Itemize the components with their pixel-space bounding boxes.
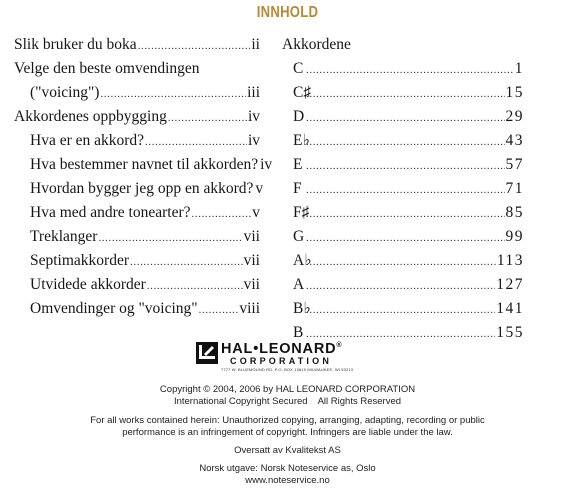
chord-entry: E ..... 57 — [293, 155, 524, 176]
toc-entry: ("voicing") ..... iii — [30, 83, 260, 104]
chord-entry: A♭ ..... 113 — [293, 251, 524, 272]
chord-entry: B♭ ..... 141 — [293, 299, 524, 320]
toc-entry: Utvidede akkorder ..... vii — [30, 275, 260, 296]
translator-line: Oversatt av Kvalitekst AS — [234, 445, 341, 456]
edition-line: Norsk utgave: Norsk Noteservice as, Oslo — [199, 463, 376, 474]
chord-entry: E♭ ..... 43 — [293, 131, 524, 152]
notice-line-1: For all works contained herein: Unauthorized copying, arranging, adapting, recording or public — [90, 415, 485, 426]
toc-entry: Slik bruker du boka ..... ii — [14, 35, 260, 56]
chord-entry: C ..... 1 — [293, 59, 524, 80]
website-link[interactable]: www.noteservice.no — [245, 475, 330, 486]
registered-mark: ® — [336, 342, 343, 350]
logo-name: HAL•LEONARD — [221, 341, 337, 357]
notice-line-2: performance is an infringement of copyright. Infringers are liable under the law. — [122, 427, 453, 438]
publisher-logo — [196, 342, 386, 376]
chord-entry: A ..... 127 — [293, 275, 524, 296]
toc-entry: Treklanger ..... vii — [30, 227, 260, 248]
toc-entry: Omvendinger og "voicing" ..... viii — [30, 299, 260, 320]
chord-entry: F ..... 71 — [293, 179, 524, 200]
toc-entry: Velge den beste omvendingen — [14, 60, 200, 77]
toc-entry: Hva er en akkord? ..... iv — [30, 131, 260, 152]
toc-entry: Hva bestemmer navnet til akkorden? iv — [30, 156, 273, 173]
chord-entry: G ..... 99 — [293, 227, 524, 248]
toc-entry: Hvordan bygger jeg opp en akkord? v — [30, 180, 264, 197]
copyright-line: Copyright © 2004, 2006 by HAL LEONARD CORPORATION — [159, 384, 416, 395]
toc-entry: Akkordenes oppbygging ..... iv — [14, 107, 260, 128]
chord-entry: B ..... 155 — [293, 323, 524, 344]
toc-entry: Hva med andre tonearter? ..... v — [30, 203, 260, 224]
logo-address: 7777 W. BLUEMOUND RD. P.O. BOX 13819 MILWAUKEE, WI 53213 — [221, 367, 354, 372]
logo-subtitle: CORPORATION — [230, 356, 333, 366]
chord-entry: C♯ ..... 15 — [293, 83, 524, 104]
chords-heading: Akkordene — [282, 36, 351, 53]
toc-entry: Septimakkorder ..... vii — [30, 251, 260, 272]
page-title: INNHOLD — [256, 4, 319, 21]
chord-entry: D ..... 29 — [293, 107, 524, 128]
chord-entry: F♯ ..... 85 — [293, 203, 524, 224]
hal-leonard-logo-icon — [196, 342, 218, 364]
copyright-secured-line: International Copyright Secured All Rights Reserved — [173, 396, 402, 407]
